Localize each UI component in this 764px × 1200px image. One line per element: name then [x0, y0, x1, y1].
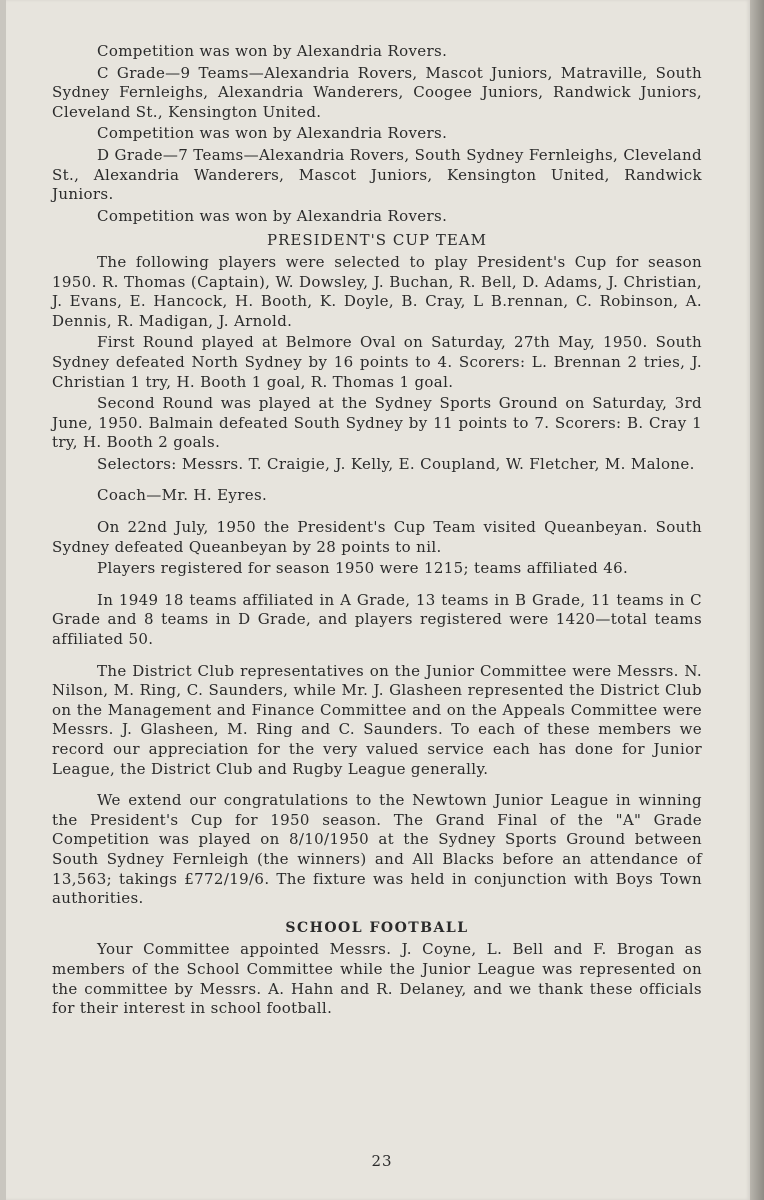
paragraph: Competition was won by Alexandria Rovers. [97, 42, 448, 60]
paragraph: The following players were selected to play President's Cup for season 1950. R. Thomas (Captain), W. Dowsley, J. Buchan, R. Bell, D. Adams, J. Christian, J. Evans, E. Hancock, H. Booth, K. Doyle, B. Cray, L B.rennan, C. Robinson, A. Dennis, R. Madigan, J. Arnold. [52, 252, 702, 330]
paragraph: D Grade—7 Teams—Alexandria Rovers, South Sydney Fernleighs, Cleveland St., Alexandria Wanderers, Mascot Juniors, Kensington United, Randwick Juniors. [52, 145, 702, 204]
paragraph: C Grade—9 Teams—Alexandria Rovers, Mascot Juniors, Matraville, South Sydney Fernleighs, Alexandria Wanderers, Coogee Juniors, Randwick Juniors, Cleveland St., Kensington United. [52, 63, 702, 121]
paragraph: Players registered for season 1950 were 1215; teams affiliated 46. [97, 559, 629, 578]
paragraph: Your Committee appointed Messrs. J. Coyne, L. Bell and F. Brogan as members of the School Committee while the Junior League was represented on the committee by Messrs. A. Hahn and R. Delaney, and we thank these officials for their interest in school football. [52, 940, 702, 1018]
paragraph: We extend our congratulations to the Newtown Junior League in winning the President's Cup for 1950 season. The Grand Final of the "A" Grade Competition was played on 8/10/1950 at the Sydney Sports Ground between South Sydney Fernleigh (the winners) and All Blacks before an attendance of 13,563; takings £772/19/6. The fixture was held in conjunction with Boys Town authorities. [52, 791, 702, 908]
paragraph: Competition was won by Alexandria Rovers. [97, 124, 448, 143]
paragraph: Selectors: Messrs. T. Craigie, J. Kelly, E. Coupland, W. Fletcher, M. Malone. [97, 454, 695, 473]
section-heading: SCHOOL FOOTBALL [285, 919, 469, 936]
paragraph: In 1949 18 teams affiliated in A Grade, 13 teams in B Grade, 11 teams in C Grade and 8 teams in D Grade, and players registered were 1420—total teams affiliated 50. [52, 590, 702, 649]
page-body [52, 42, 702, 1019]
paragraph: First Round played at Belmore Oval on Saturday, 27th May, 1950. South Sydney defeated North Sydney by 16 points to 4. Scorers: L. Brennan 2 tries, J. Christian 1 try, H. Booth 1 goal, R. Thomas 1 goal. [52, 333, 702, 391]
paragraph: The District Club representatives on the Junior Committee were Messrs. N. Nilson, M. Ring, C. Saunders, while Mr. J. Glasheen represented the District Club on the Management and Finance Committee and on the Appeals Committee were Messrs. J. Glasheen, M. Ring and C. Saunders. To each of these members we record our appreciation for the very valued service each has done for Junior League, the District Club and Rugby League generally. [52, 661, 702, 778]
paragraph: Second Round was played at the Sydney Sports Ground on Saturday, 3rd June, 1950. Balmain defeated South Sydney by 11 points to 7. Scorers: B. Cray 1 try, H. Booth 2 goals. [52, 394, 702, 452]
section-heading: PRESIDENT'S CUP TEAM [267, 231, 487, 250]
page-number: 23 [371, 1152, 393, 1170]
book-spine-edge [750, 0, 764, 1200]
paragraph: Coach—Mr. H. Eyres. [97, 486, 268, 505]
paragraph: Competition was won by Alexandria Rovers. [97, 206, 448, 225]
paragraph: On 22nd July, 1950 the President's Cup Team visited Queanbeyan. South Sydney defeated Queanbeyan by 28 points to nil. [52, 518, 702, 556]
